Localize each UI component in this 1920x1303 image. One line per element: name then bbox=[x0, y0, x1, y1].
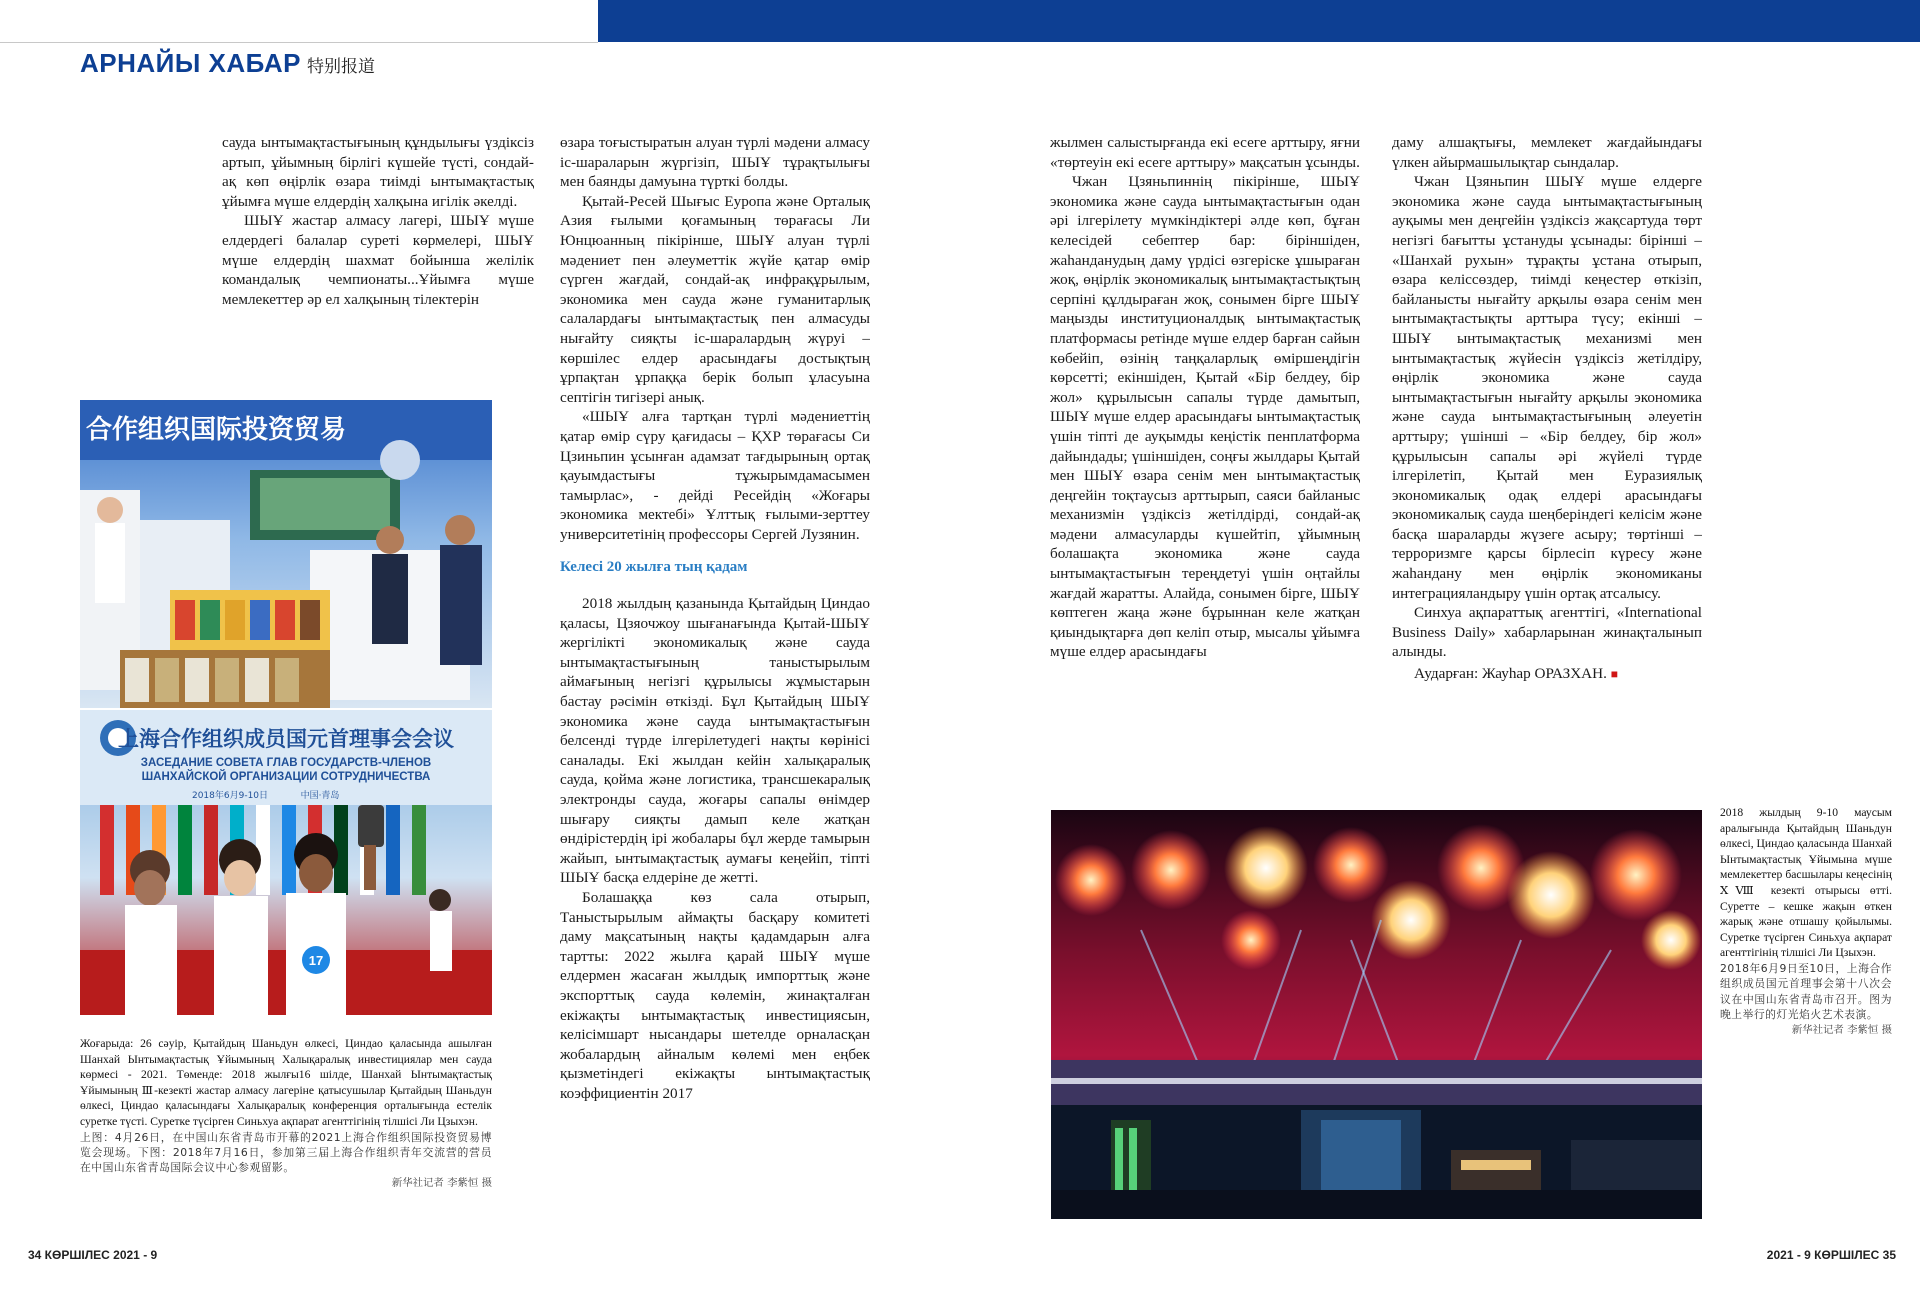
booth-banner-text: 合作组织国际投资贸易 bbox=[86, 415, 347, 445]
selfie-photo bbox=[80, 710, 492, 1015]
caption-cn: 上图：4月26日，在中国山东省青岛市开幕的2021上海合作组织国际投资贸易博览会现场。下图：2018年7月16日，参加第三届上海合作组织青年交流营的营员在中国山东省青岛国际会议中心参观留影。 bbox=[80, 1130, 492, 1175]
paragraph: Болашаққа көз сала отырып, Таныстырылым аймақты басқару комитеті даму мақсатының нақты қадамдарын алға тартты: 2022 жылға қарай ШЫҰ мүше елдермен жасаған жылдық импорттық және экспорттық сауда көлемін, жинақталған екіжақты ынтымақтастық инвестициясын, келісімшарт нысандары шетелде орналасқан жобалардың айналым көлемі мен еңбек қызметіндегі екіжақты ынтымақтастық коэффициентін 2017 bbox=[560, 888, 870, 1102]
translator-signature: Аударған: Жауһар ОРАЗХАН. ■ bbox=[1414, 665, 1618, 683]
summit-banner-ru-2: ШАНХАЙСКОЙ ОРГАНИЗАЦИИ СОТРУДНИЧЕСТВА bbox=[141, 771, 431, 783]
summit-banner-cn: 上海合作组织成员国元首理事会会议 bbox=[118, 727, 454, 751]
paragraph: Қытай-Ресей Шығыс Еуропа және Орталық Азия ғылыми қоғамының төрағасы Ли Юнцюанның пікірінше, ШЫҰ алуан түрлі мәдениет пен әлеуметтік жүйе қатар өмір сүрген жағдай, сондай-ақ инфрақұрылым, экономика мен сауда және гуманитарлық салалардағы ынтымақтастық пен алмасуды нығайту сияқты іс-шаралардың жүруі – көршілес елдер арасындағы достықтың ұрпақтан ұрпаққа берік болып ұласуына септігін тигізері анық. bbox=[560, 192, 870, 406]
top-rule bbox=[0, 42, 598, 43]
paragraph: Синхуа ақпараттық агенттігі, «International Business Daily» хабарларынан жинақталынып алынды. bbox=[1392, 604, 1702, 661]
section-title-cn: 特别报道 bbox=[306, 57, 375, 77]
summit-banner-city: 中国·青岛 bbox=[300, 791, 340, 801]
paragraph: даму алшақтығы, мемлекет жағдайындағы үлкен айырмашылықтар сындалар. bbox=[1392, 134, 1702, 171]
paragraph: 2018 жылдың қазанында Қытайдың Циндао қаласы, Цзяочжоу шығанағында Қытай-ШЫҰ жергілікті экономикалық және сауда ынтымақтастығының таныстырылым аймағының негізгі құрылысы жұмыстарын бастау рәсімін өткізді. Бұл Қытайдың ШЫҰ экономика және сауда ынтымақтастығын белсенді түрде ілгерілетудегі нақты көрінісі саналады. Екі жылдан кейін халықаралық сауда, қойма және логистика, трансшекаралық электронды сауда, жоғары сапалы өнімдер шығару сияқты дамып келе жатқан өндірістердің ірі жобалары бұл жерде тамырын жайып, ынтымақтастық аумағы кеңейіп, тіпті ШЫҰ басқа елдеріне де жетті. bbox=[560, 595, 870, 887]
left-photo-caption bbox=[80, 1036, 492, 1226]
paragraph: өзара тоғыстыратын алуан түрлі мәдени алмасу іс-шараларын жүргізіп, ШЫҰ тұрақтылығы мен баянды дамуына түрткі болды. bbox=[560, 134, 870, 191]
summit-banner-date: 2018年6月9-10日 bbox=[191, 791, 269, 801]
photo-credit: 新华社记者 李紫恒 摄 bbox=[1791, 1023, 1892, 1036]
expo-photo bbox=[80, 400, 492, 708]
article-column-2 bbox=[560, 133, 870, 1243]
article-column-3 bbox=[1050, 133, 1360, 745]
paragraph: «ШЫҰ алға тартқан түрлі мәдениеттің қатар өмір сүру қағидасы – ҚХР төрағасы Си Цзиньпин ұсынған адамзат тағдырының ортақ қауымдастығы тұжырымдамасымен тамырлас», - дейді Ресейдің «Жоғары экономика мектебі» Ұлттық ғылыми-зерттеу университетінің профессоры Сергей Лузянин. bbox=[560, 408, 870, 543]
article-column-4 bbox=[1392, 133, 1702, 733]
section-title-kz: АРНАЙЫ ХАБАР bbox=[80, 48, 301, 78]
article-column-1 bbox=[222, 133, 534, 338]
paragraph: сауда ынтымақтастығының құндылығы үздіксіз артып, ұйымның бірлігі күшейе түсті, сондай-ақ көп өңірлік өзара тиімді ынтымақтастық ұйымға мүше елдердің халқына игілік әкелді. bbox=[222, 134, 534, 210]
right-photo-caption bbox=[1720, 805, 1892, 1235]
end-mark-icon: ■ bbox=[1610, 667, 1618, 682]
caption-cn: 2018年6月9日至10日，上海合作组织成员国元首理事会第十八次会议在中国山东省青岛市召开。图为晚上举行的灯光焰火艺术表演。 bbox=[1720, 961, 1892, 1022]
caption-kz: Жоғарыда: 26 сәуір, Қытайдың Шаньдун өлкесі, Циндао қаласында ашылған Шанхай Ынтымақтастық Ұйымының Халықаралық инвестициялар мен сауда көрмесі - 2021. Төменде: 2018 жылғы16 шілде, Шанхай Ынтымақтастық Ұйымының Ⅲ-кезекті жастар алмасу лагеріне қатысушылар Қытайдың Шаньдун өлкесі, Циндао қаласындағы Халықаралық конференция орталығында естелік суретке түсті. Суретке түсірген Синьхуа ақпарат агенттігінің тілшісі Ли Цзыхэн. bbox=[80, 1037, 492, 1128]
selfie-photo-icon bbox=[80, 710, 492, 1015]
folio-right: 2021 - 9 КӨРШІЛЕС 35 bbox=[1766, 1248, 1896, 1262]
top-color-bar bbox=[598, 0, 1920, 42]
paragraph: Чжан Цзяньпин ШЫҰ мүше елдерге экономика және сауда ынтымақтастығының ауқымы мен деңгейін үздіксіз жақсартуда төрт негізгі бағытты ұстануды ұсынады: бірінші – «Шанхай рухын» тұрақты ұстана отырып, өзара келіссөздер, тиімді кеңестер өткізіп, байланысты нығайту арқылы өзара сенім мен ынтымақтастықты арттыра түсу; екінші – ШЫҰ ынтымақтастық механизмі мен ынтымақтастық жүйесін үздіксіз жетілдіру, өңірлік экономика және сауда ынтымақтастығын нығайту арқылы экономика және сауда ынтымақтастығының әлеуетін арттыру; үшінші – «Бір белдеу, бір жол» құрылысын сапалы әрі жүйелі түрде ілгерілетіп, Қытай мен Еуразиялық экономикалық одақ елдері арасындағы экономикалық сауда шеңберіндегі келісім және басқа шараларды жүзеге асыру; төртінші – терроризмге қарсы бірлесіп күресу және жаһандану мен өңірлік экономиканы интеграцияландыру үшін ортақ атсалысу. bbox=[1392, 173, 1702, 602]
caption-kz: 2018 жылдың 9-10 маусым аралығында Қытайдың Шаньдун өлкесі, Циндао қаласында Шанхай Ынтымақтастық Ұйымына мүше мемлекеттер басшылары кеңесінің ⅩⅧ кезекті отырысы өтті. Суретте – кешке жақын өткен жарық және отшашу қойылымы. Суретке түсірген Синьхуа ақпарат агенттігінің тілшісі Ли Цзыхэн. bbox=[1720, 806, 1892, 960]
paragraph: жылмен салыстырғанда екі есеге арттыру, яғни «төртеуін екі есеге арттыру» мақсатын ұсынды. bbox=[1050, 134, 1360, 171]
subheading: Келесі 20 жылға тың қадам bbox=[560, 559, 748, 576]
paragraph: ШЫҰ жастар алмасу лагері, ШЫҰ мүше елдердегі балалар суреті көрмелері, ШЫҰ мүше елдердің шахмат бойынша желілік командалық чемпионаты...Ұйымға мүше мемлекеттер әр ел халқының тілектерін bbox=[222, 212, 534, 308]
summit-banner-ru-1: ЗАСЕДАНИЕ СОВЕТА ГЛАВ ГОСУДАРСТВ-ЧЛЕНОВ bbox=[140, 757, 432, 769]
photo-credit: 新华社记者 李紫恒 摄 bbox=[391, 1176, 492, 1189]
expo-booth-photo-icon bbox=[80, 400, 492, 708]
fireworks-photo bbox=[1051, 810, 1702, 1219]
folio-left: 34 КӨРШІЛЕС 2021 - 9 bbox=[28, 1248, 158, 1262]
badge-number: 17 bbox=[308, 953, 324, 968]
paragraph: Чжан Цзяньпиннің пікірінше, ШЫҰ экономика және сауда ынтымақтастығын одан әрі ілгерілету мүмкіндіктері әлде көп, бұған келесідей себептер бар: біріншіден, жаһанданудың даму үрдісі өзгеріске ұшыраған жоқ, өңірлік экономикалық ынтымақтастықтың серпіні құлдыраған жоқ, сонымен бірге ШЫҰ маңызды институционалдық ынтымақтастық платформасы ретінде мүше елдер барған сайын көбейіп, өзінің таңқаларлық өміршеңдігін көрсетті; екіншіден, Қытай «Бір белдеу, бір жол» құрылысын сапалы түрде дамытып, ШЫҰ мүше елдер арасындағы ынтымақтастық үшін тіпті де ауқымды кеңістік пенплатформа дайындады; үшіншіден, соңғы жылдары Қытай мен ШЫҰ өзара сенім мен ынтымақтастық деңгейін тоқтаусыз арттырып, саяси байланыс механизмін үздіксіз жетілдірді, сондай-ақ мәдени алмасуларды күшейтіп, ұйымның болашақта экономика және сауда ынтымақтастығын тереңдетуі үшін оңтайлы жағдай жаратты. Алайда, сонымен бірге, ШЫҰ көптеген жаңа және бұрыннан келе жатқан қиындықтарға дөп келіп отыр, мысалы ұйымға мүше елдер арасындағы bbox=[1050, 173, 1360, 661]
section-header bbox=[80, 48, 375, 79]
fireworks-photo-icon bbox=[1051, 810, 1702, 1219]
